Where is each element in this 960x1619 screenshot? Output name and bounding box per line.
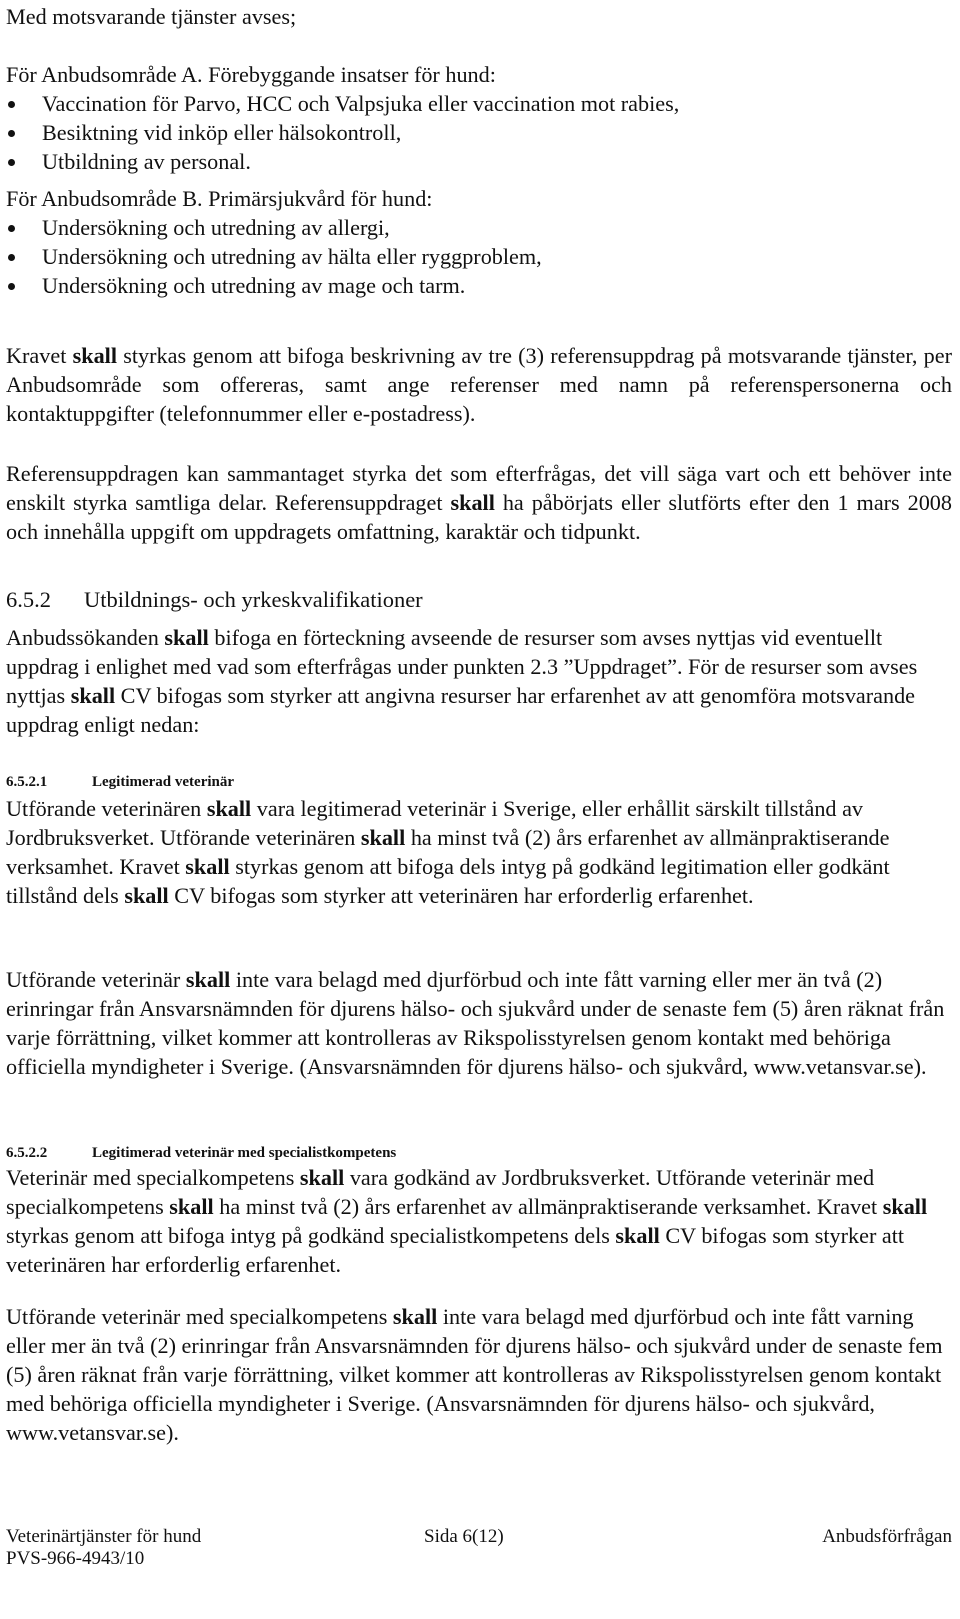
list-item-text: Undersökning och utredning av mage och tarm. bbox=[42, 273, 466, 298]
paragraph-text: Utförande veterinär bbox=[6, 967, 186, 992]
bullet-icon bbox=[8, 225, 15, 232]
specialist-vet-conduct-paragraph bbox=[6, 1302, 952, 1447]
emphasis-skall: skall bbox=[392, 1304, 438, 1329]
paragraph-text: ha minst två (2) års erfarenhet av allmänpraktiserande verksamhet. Kravet bbox=[6, 825, 890, 879]
paragraph-text: styrkas genom att bifoga beskrivning av tre (3) referensuppdrag på motsvarande tjänster, per Anbudsområde som offereras, samt ange referenser med namn på referenspersonerna och kontaktuppgifter (telefonnummer eller e-postadress). bbox=[6, 343, 952, 426]
bullet-icon bbox=[8, 159, 15, 166]
bullet-icon bbox=[8, 101, 15, 108]
paragraph-text: Anbudssökanden bbox=[6, 625, 165, 650]
list-item bbox=[6, 213, 952, 242]
paragraph-text: Utförande veterinär med specialkompetens bbox=[6, 1304, 393, 1329]
list-item bbox=[6, 242, 952, 271]
list-item bbox=[6, 147, 952, 176]
applicant-resources-paragraph bbox=[6, 623, 952, 739]
list-item bbox=[6, 89, 952, 118]
emphasis-skall: skall bbox=[615, 1223, 660, 1248]
footer-left bbox=[6, 1526, 201, 1570]
section-title: Legitimerad veterinär med specialistkompetens bbox=[92, 1145, 397, 1161]
paragraph-text: vara godkänd av Jordbruksverket. Utförande veterinär med specialkompetens bbox=[6, 1165, 875, 1219]
section-number: 6.5.2.2 bbox=[6, 1145, 48, 1161]
area-a-list bbox=[6, 89, 952, 176]
section-title: Legitimerad veterinär bbox=[92, 774, 235, 790]
bullet-icon bbox=[8, 254, 15, 261]
emphasis-skall: skall bbox=[185, 967, 231, 992]
paragraph-text: Utförande veterinären bbox=[6, 796, 207, 821]
area-b-section bbox=[6, 184, 952, 300]
section-heading-6-5-2-2 bbox=[6, 1143, 952, 1163]
paragraph-text: Kravet bbox=[6, 343, 73, 368]
paragraph-text: ha påbörjats eller slutförts efter den 1 mars 2008 och innehålla uppgift om uppdragets omfattning, karaktär och tidpunkt. bbox=[6, 490, 952, 544]
paragraph-text: styrkas genom att bifoga dels intyg på godkänd legitimation eller godkänt tillstånd dels bbox=[6, 854, 890, 908]
section-number: 6.5.2 bbox=[6, 587, 51, 612]
section-number: 6.5.2.1 bbox=[6, 774, 48, 790]
list-item bbox=[6, 118, 952, 147]
paragraph-text: styrkas genom att bifoga intyg på godkänd specialistkompetens dels bbox=[6, 1223, 616, 1248]
document-page bbox=[6, 0, 954, 1619]
paragraph-text: Veterinär med specialkompetens bbox=[6, 1165, 300, 1190]
list-item-text: Undersökning och utredning av hälta eller ryggproblem, bbox=[42, 244, 542, 269]
list-item bbox=[6, 271, 952, 300]
footer-doc-id: PVS-966-4943/10 bbox=[6, 1548, 145, 1569]
emphasis-skall: skall bbox=[185, 854, 230, 879]
emphasis-skall: skall bbox=[124, 883, 169, 908]
list-item-text: Besiktning vid inköp eller hälsokontroll, bbox=[42, 120, 402, 145]
emphasis-skall: skall bbox=[206, 796, 252, 821]
emphasis-skall: skall bbox=[164, 625, 209, 650]
paragraph-text: CV bifogas som styrker att angivna resurser har erfarenhet av att genomföra motsvarande uppdrag enligt nedan: bbox=[6, 683, 916, 737]
paragraph-text: vara legitimerad veterinär i Sverige, eller erhållit särskilt tillstånd av Jordbruksverket. Utförande veterinären bbox=[6, 796, 864, 850]
emphasis-skall: skall bbox=[450, 490, 495, 515]
paragraph-text: CV bifogas som styrker att veterinären har erforderlig erfarenhet. bbox=[6, 1223, 905, 1277]
area-a-heading: För Anbudsområde A. Förebyggande insatser för hund: bbox=[6, 62, 496, 87]
licensed-vet-conduct-paragraph bbox=[6, 965, 952, 1081]
emphasis-skall: skall bbox=[72, 343, 118, 368]
paragraph-text: ha minst två (2) års erfarenhet av allmänpraktiserande verksamhet. Kravet bbox=[213, 1194, 883, 1219]
emphasis-skall: skall bbox=[299, 1165, 345, 1190]
list-item-text: Undersökning och utredning av allergi, bbox=[42, 215, 390, 240]
licensed-vet-paragraph bbox=[6, 794, 952, 910]
paragraph-text: Referensuppdragen kan sammantaget styrka det som efterfrågas, det vill säga vart och ett behöver inte enskilt styrka samtliga delar. Referensuppdraget bbox=[6, 461, 952, 515]
paragraph-text: CV bifogas som styrker att veterinären har erforderlig erfarenhet. bbox=[168, 883, 754, 908]
section-title: Utbildnings- och yrkeskvalifikationer bbox=[84, 587, 423, 612]
intro-text: Med motsvarande tjänster avses; bbox=[6, 4, 297, 29]
reference-assignment-paragraph bbox=[6, 459, 952, 546]
area-b-list bbox=[6, 213, 952, 300]
footer-page-number: Sida 6(12) bbox=[424, 1526, 504, 1547]
bullet-icon bbox=[8, 283, 15, 290]
emphasis-skall: skall bbox=[360, 825, 406, 850]
emphasis-skall: skall bbox=[169, 1194, 214, 1219]
footer-doc-type: Anbudsförfrågan bbox=[822, 1526, 952, 1547]
emphasis-skall: skall bbox=[882, 1194, 928, 1219]
area-a-section bbox=[6, 60, 952, 176]
emphasis-skall: skall bbox=[70, 683, 116, 708]
reference-requirement-paragraph bbox=[6, 341, 952, 428]
section-heading-6-5-2 bbox=[6, 585, 952, 614]
footer-doc-title: Veterinärtjänster för hund bbox=[6, 1526, 202, 1547]
list-item-text: Vaccination för Parvo, HCC och Valpsjuka eller vaccination mot rabies, bbox=[42, 91, 680, 116]
area-b-heading: För Anbudsområde B. Primärsjukvård för hund: bbox=[6, 186, 433, 211]
specialist-vet-paragraph bbox=[6, 1163, 952, 1279]
paragraph-text: inte vara belagd med djurförbud och inte fått varning eller mer än två (2) erinringar från Ansvarsnämnden för djurens hälso- och sjukvård under de senaste fem (5) åren räknat från varje förrättning, vilket kommer att kontrolleras av Rikspolisstyrelsen genom kontakt med behöriga officiella myndigheter i Sverige. (Ansvarsnämnden för djurens hälso- och sjukvård, www.vetansvar.se). bbox=[6, 1304, 943, 1445]
list-item-text: Utbildning av personal. bbox=[42, 149, 251, 174]
paragraph-text: inte vara belagd med djurförbud och inte fått varning eller mer än två (2) erinringar från Ansvarsnämnden för djurens hälso- och sjukvård under de senaste fem (5) åren räknat från varje förrättning, vilket kommer att kontrolleras av Rikspolisstyrelsen genom kontakt med behöriga officiella myndigheter i Sverige. (Ansvarsnämnden för djurens hälso- och sjukvård, www.vetansvar.se). bbox=[6, 967, 945, 1079]
bullet-icon bbox=[8, 130, 15, 137]
section-heading-6-5-2-1 bbox=[6, 772, 952, 792]
paragraph-text: bifoga en förteckning avseende de resurser som avses nyttjas vid eventuellt uppdrag i enlighet med vad som efterfrågas under punkten 2.3 ”Uppdraget”. För de resurser som avses nyttjas bbox=[6, 625, 918, 708]
